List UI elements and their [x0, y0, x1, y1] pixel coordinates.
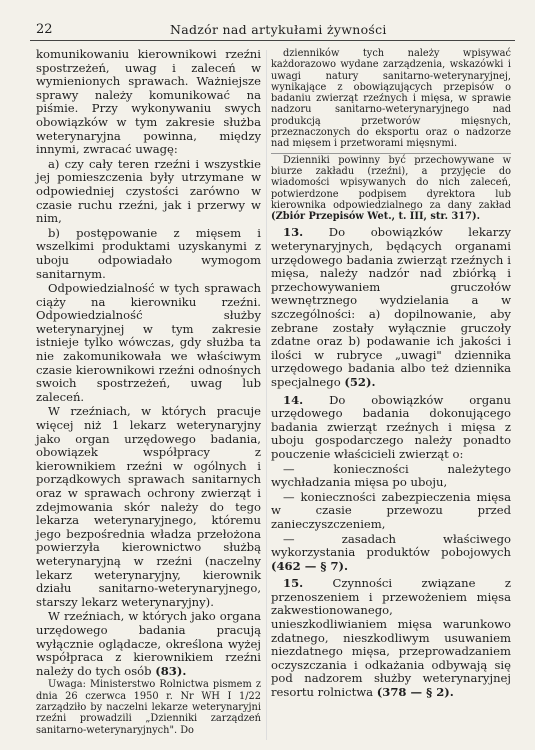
paragraph: [36, 610, 261, 678]
paragraph: W rzeźniach, w których pracuje więcej niż 1 lekarz weterynaryjny jako organ urzędowego badania, obowiązek współpracy z kierownikiem rzeźni w ogólnych i porządkowych sprawach sanitarnych oraz w sprawach ochrony zwierząt i zdejmowania skór należy do tego lekarza weterynaryjnego, któremu jego bezpośrednia władza przełożona powierzyła kierownictwo służbą weterynaryjną w rzeźni (naczelny lekarz weterynaryjny, kierownik działu sanitarno-weterynaryjnego, starszy lekarz weterynaryjny).: [36, 404, 261, 609]
paragraph: Odpowiedzialność w tych sprawach ciąży na kierowniku rzeźni. Odpowiedzialność służby weterynaryjnej w tym zakresie istnieje tylko wówczas, gdy służba ta nie zakomunikowała we właściwym czasie kierownikowi rzeźni odnośnych swoich spostrzeżeń, uwag lub zaleceń.: [36, 281, 261, 404]
list-item-b: b) postępowanie z mięsem i wszelkimi produktami uzyskanymi z uboju odpowiadało wymogom sanitarnym.: [36, 225, 261, 281]
section-14: [271, 394, 511, 462]
dash-item: [271, 533, 511, 574]
right-column: [271, 48, 511, 701]
dash-item-text: — zasadach właściwego wykorzystania produktów pobojowych: [271, 531, 511, 560]
page-header: [30, 22, 515, 41]
left-column: [36, 48, 261, 737]
paragraph-text: W rzeźniach, w których jako organa urzędowego badania pracują wyłącznie oglądacze, określona wyżej współpraca z kierownikiem rzeźni należy do tych osób: [36, 609, 261, 678]
paragraph: komunikowaniu kierownikowi rzeźni spostrzeżeń, uwag i zaleceń w wymienionych sprawach. Ważniejsze sprawy należy komunikować na piśmie. Przy wykonywaniu swych obowiązków w tym zakresie służba weterynaryjna powinna, między innymi, zwracać uwagę:: [36, 47, 261, 157]
column-gutter: [266, 50, 267, 740]
section-text: Do obowiązków lekarzy weterynaryjnych, będących organami urzędowego badania zwierząt rzeźnych i mięsa, należy nadzór nad zbiórką i przechowywaniem gruczołów wewnętrznego wydzielania a w szczególności: a) dopilnowanie, aby zebrane zostały wyłącznie gruczoły zdatne oraz b) podawanie ich jakości i ilości w rubryce „uwagi" dziennika urzędowego badania albo też dziennika specjalnego: [271, 225, 511, 389]
page-number: 22: [36, 22, 53, 37]
list-item-a: a) czy cały teren rzeźni i wszystkie jej pomieszczenia były utrzymane w odpowiedniej czystości zarówno w czasie ruchu rzeźni, jak i przerwy w nim,: [36, 156, 261, 226]
footnote: Uwaga: Ministerstwo Rolnictwa pismem z dnia 26 czerwca 1950 r. Nr WH I 1/22 zarządziło by naczelni lekarze weterynaryjni rzeźni prowadzili „Dzienniki zarządzeń sanitarno-weterynaryjnych". Do: [36, 679, 261, 736]
section-text: Do obowiązków organu urzędowego badania dokonującego badania zwierząt rzeźnych i mięsa z uboju gospodarczego należy ponadto pouczenie właścicieli zwierząt o:: [271, 392, 511, 461]
section-text: Czynności związane z przenoszeniem i przewożeniem mięsa zakwestionowanego, unieszkodliwianiem mięsa warunkowo zdatnego, nieszkodliwym usuwaniem niezdatnego mięsa, przeprowadzaniem oczyszczania i odkażania odbywają się pod nadzorem służby weterynaryjnej resortu rolnictwa: [271, 576, 511, 700]
section-number: 13.: [283, 225, 304, 240]
dash-item: — konieczności zabezpieczenia mięsa w czasie przewozu przed zanieczyszczeniem,: [271, 489, 511, 531]
section-number: 14.: [283, 392, 304, 407]
reference: (Zbiór Przepisów Wet., t. III, str. 317).: [271, 211, 480, 223]
reference: (378 — § 2).: [376, 685, 454, 700]
reference: (52).: [344, 374, 376, 389]
section-15: [271, 577, 511, 699]
reference: (462 — § 7).: [271, 558, 349, 573]
footnote-paragraph: [271, 155, 511, 223]
section-13: [271, 226, 511, 389]
footnote-continuation: dzienników tych należy wpisywać każdorazowo wydane zarządzenia, wskazówki i uwagi natury sanitarno-weterynaryjnej, wynikające z obowiązujących przepisów o badaniu zwierząt rzeźnych i mięsa, w sprawie nadzoru sanitarno-weterynaryjnego nad produkcją przetworów mięsnych, przeznaczonych do eksportu oraz o nadzorze nad mięsem i przetworami mięsnymi.: [271, 48, 511, 154]
reference: (83).: [155, 663, 187, 678]
dash-item: — konieczności należytego wychładzania mięsa po uboju,: [271, 461, 511, 490]
footnote-text: Dzienniki powinny być przechowywane w biurze zakładu (rzeźni), a przyjęcie do wiadomości wpisywanych do nich zaleceń, potwierdzone podpisem dyrektora lub kierownika odpowiedzialnego za dany zakład: [271, 154, 511, 211]
section-number: 15.: [283, 576, 304, 591]
running-title: Nadzór nad artykułami żywności: [170, 22, 387, 37]
